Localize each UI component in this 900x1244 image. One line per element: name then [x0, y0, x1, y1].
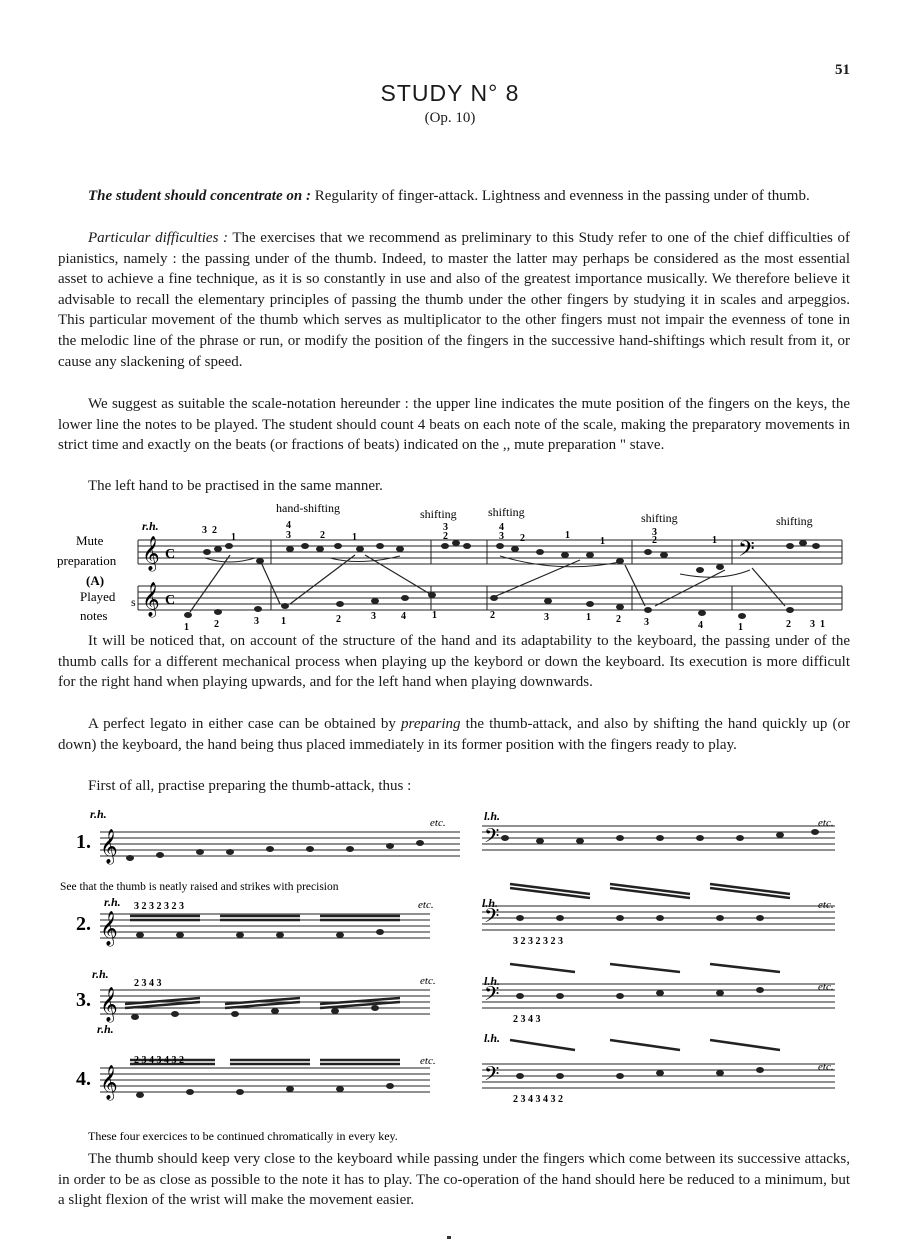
note-beams [125, 884, 790, 1064]
svg-text:2: 2 [616, 614, 621, 625]
svg-text:l.h.: l.h. [482, 896, 499, 910]
treble-clef-icon: 𝄞 [100, 830, 118, 863]
shift-label: shifting [776, 514, 813, 528]
svg-text:2: 2 [786, 619, 791, 630]
label-played: Played [80, 589, 116, 604]
svg-text:4: 4 [401, 611, 406, 622]
svg-text:3: 3 [644, 617, 649, 628]
svg-text:2: 2 [336, 614, 341, 625]
svg-text:1: 1 [600, 536, 605, 547]
svg-text:2: 2 [490, 610, 495, 621]
label-s: s [131, 595, 136, 609]
svg-text:3: 3 [443, 522, 448, 533]
svg-text:2: 2 [212, 525, 217, 536]
svg-text:1: 1 [738, 622, 743, 633]
label-a: (A) [86, 573, 105, 588]
etc-labels [418, 817, 834, 1073]
paragraph-emphasis: preparing [401, 716, 461, 732]
svg-text:3: 3 [371, 611, 376, 622]
svg-text:etc.: etc. [818, 1061, 834, 1073]
svg-text:4.: 4. [76, 1068, 91, 1090]
svg-text:2.: 2. [76, 913, 91, 935]
svg-text:l.h.: l.h. [484, 974, 501, 988]
svg-text:4: 4 [286, 520, 291, 531]
svg-text:3: 3 [810, 619, 815, 630]
svg-text:r.h.: r.h. [104, 895, 121, 909]
paragraph-structure: It will be noticed that, on account of the structure of the hand and its adaptability to the keyboard, the passing under of the thumb calls for a different mechanical process when playing up the keybord or down the keyboard. Its execution is more difficult for the right hand when playing upwards, and for the left hand when playing downwards. [58, 633, 850, 691]
svg-text:etc.: etc. [818, 981, 834, 993]
svg-text:2: 2 [443, 531, 448, 542]
bass-clef-icon: 𝄢 [484, 826, 500, 852]
svg-text:1.: 1. [76, 831, 91, 853]
svg-text:r.h.: r.h. [92, 967, 109, 981]
exercise-numbers [76, 831, 91, 1090]
svg-text:2 3 4 3 4 3 2: 2 3 4 3 4 3 2 [134, 1055, 184, 1066]
page-title: STUDY N° 8 [380, 80, 520, 106]
svg-text:l.h.: l.h. [484, 809, 501, 823]
treble-clef-icon: 𝄞 [100, 988, 118, 1021]
svg-text:2 3 4 3: 2 3 4 3 [134, 978, 162, 989]
bass-clef-icon: 𝄢 [484, 984, 500, 1010]
paragraph-text: Regularity of finger-attack. Lightness and evenness in the passing under of thumb. [310, 188, 810, 204]
exercise-staves-left [100, 832, 460, 1092]
svg-text:1: 1 [432, 610, 437, 621]
svg-text:2: 2 [320, 530, 325, 541]
svg-text:3: 3 [254, 616, 259, 627]
shift-label: hand-shifting [276, 501, 340, 515]
svg-text:1: 1 [352, 532, 357, 543]
paragraph-lead: The student should concentrate on : [88, 188, 311, 204]
svg-text:1: 1 [586, 612, 591, 623]
svg-text:1: 1 [712, 535, 717, 546]
paragraph-text: The exercises that we recommend as preliminary to this Study refer to one of the chief difficulties of pianistics, namely : the passing under of the thumb. Indeed, to master the latter may perhaps be considered as the most essential asset to achieve a fine technique, as it is so constantly in use and also of the greatest importance musically. We therefore believe it advisable to recall the elementary principles of passing the thumb under the other fingers by studying it in scales and arpeggios. This particular movement of the thumb which serves as multiplicator to the other fingers must not impair the evenness of tone in the melodic line of the phrase or run, or modify the position of the fingers in the successive hand-shiftings which result from it, or cause any slackening of speed. [58, 230, 850, 370]
time-signature-c: C [165, 593, 176, 608]
svg-text:etc.: etc. [818, 899, 834, 911]
svg-text:2: 2 [652, 535, 657, 546]
exercise-1-note: See that the thumb is neatly raised and strikes with precision [60, 881, 339, 893]
treble-clef-icon: 𝄞 [100, 912, 118, 945]
exercise-staves-right [482, 826, 835, 1088]
treble-clef-icon: 𝄞 [100, 1066, 118, 1099]
svg-text:3 2 3 2 3 2 3: 3 2 3 2 3 2 3 [513, 936, 563, 947]
paragraph-scale-notation: We suggest as suitable the scale-notation hereunder : the upper line indicates the mute position of the fingers on the keys, the lower line the notes to be played. The student should count 4 beats on each note of the scale, making the preparatory movements in strict time and exactly on the beats (or fractions of beats) indicated on the ,, mute preparation " stave. [58, 396, 850, 454]
paragraph-left-hand: The left hand to be practised in the same manner. [88, 478, 383, 494]
svg-text:etc.: etc. [418, 899, 434, 911]
shift-label: shifting [420, 507, 457, 521]
svg-text:l.h.: l.h. [484, 1031, 501, 1045]
bass-clef-icon: 𝄢 [738, 537, 755, 566]
svg-text:1: 1 [231, 532, 236, 543]
paragraph-text: A perfect legato in either case can be obtained by [88, 716, 402, 732]
svg-text:2: 2 [214, 619, 219, 630]
svg-text:4: 4 [698, 620, 703, 631]
svg-text:2: 2 [520, 533, 525, 544]
svg-text:1: 1 [184, 622, 189, 633]
svg-text:3: 3 [544, 612, 549, 623]
svg-text:3: 3 [286, 530, 291, 541]
bass-clef-icon: 𝄢 [484, 906, 500, 932]
shift-label: shifting [641, 511, 678, 525]
svg-text:etc.: etc. [420, 975, 436, 987]
svg-text:3: 3 [202, 525, 207, 536]
svg-text:1: 1 [565, 530, 570, 541]
paragraph-lead: Particular difficulties : [88, 230, 229, 246]
time-signature-c: C [165, 547, 176, 562]
svg-text:3 2 3 2 3 2 3: 3 2 3 2 3 2 3 [134, 901, 184, 912]
treble-clef-icon: 𝄞 [142, 537, 160, 570]
svg-text:etc.: etc. [430, 817, 446, 829]
label-preparation: preparation [57, 553, 117, 568]
shift-label: shifting [488, 505, 525, 519]
svg-text:3: 3 [652, 527, 657, 538]
svg-text:1: 1 [281, 616, 286, 627]
page-number: 51 [835, 62, 850, 78]
svg-text:1: 1 [820, 619, 825, 630]
label-mute: Mute [76, 533, 104, 548]
exercise-footnote: These four exercices to be continued chromatically in every key. [88, 1129, 398, 1143]
page-subtitle: (Op. 10) [424, 110, 476, 126]
label-notes: notes [80, 608, 108, 623]
bass-clef-icon: 𝄢 [484, 1064, 500, 1090]
svg-text:etc.: etc. [818, 817, 834, 829]
treble-clef-icon: 𝄞 [142, 583, 160, 616]
paragraph-thumb-close: The thumb should keep very close to the keyboard while passing under the fingers which come between its successive attacks, in order to be as close as possible to the note it has to play. The co-operation of the hand should here be reduced to a minimum, but a slight flexion of the wrist will make the movement easier. [58, 1151, 850, 1209]
svg-text:3.: 3. [76, 989, 91, 1011]
hand-label: r.h. [142, 519, 159, 533]
svg-text:r.h.: r.h. [90, 807, 107, 821]
page-mark [447, 1236, 451, 1239]
svg-text:2 3 4 3: 2 3 4 3 [513, 1014, 541, 1025]
svg-text:2 3 4 3 4 3 2: 2 3 4 3 4 3 2 [513, 1094, 563, 1105]
paragraph-first-of-all: First of all, practise preparing the thumb-attack, thus : [88, 778, 412, 794]
svg-text:4: 4 [499, 522, 504, 533]
svg-text:etc.: etc. [420, 1055, 436, 1067]
paragraph-text: the thumb-attack, and also by shifting the hand quickly up (or down) the keyboard, the hand being thus placed immediately in its former position with the fingers ready to play. [58, 716, 850, 753]
svg-text:r.h.: r.h. [97, 1022, 114, 1036]
svg-text:3: 3 [499, 531, 504, 542]
